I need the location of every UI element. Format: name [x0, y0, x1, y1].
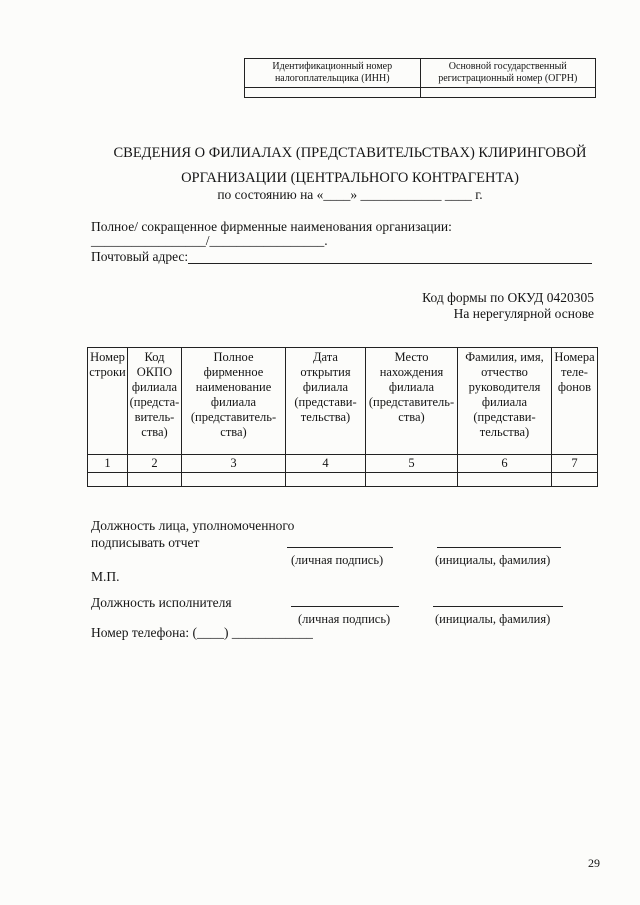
org-name-label: Полное/ сокращенное фирменные наименования организации:: [91, 219, 452, 234]
official-position-label: Должность лица, уполномоченного: [91, 518, 295, 533]
form-code: Код формы по ОКУД 0420305: [422, 290, 594, 305]
official-signature-line: [287, 547, 393, 548]
executor-initials-caption: (инициалы, фамилия): [435, 612, 551, 626]
official-initials-line: [437, 547, 561, 548]
personal-signature-caption: (личная подпись): [291, 553, 384, 567]
form-periodicity: На нерегулярной основе: [453, 306, 594, 321]
document-title: [100, 143, 600, 188]
header-phones: Номера теле-фонов: [552, 348, 598, 455]
phone-label: Номер телефона: (____) ____________: [91, 625, 313, 640]
column-number: 3: [182, 455, 286, 473]
column-number: 6: [458, 455, 552, 473]
page-number: 29: [588, 856, 600, 870]
executor-signature-line: [291, 606, 399, 607]
inn-label: Идентификационный номер налогоплательщика (ИНН): [245, 59, 421, 88]
branches-table: [87, 347, 598, 487]
title-line-2: ОРГАНИЗАЦИИ (ЦЕНТРАЛЬНОГО КОНТРАГЕНТА): [181, 170, 519, 186]
stamp-place: М.П.: [91, 569, 120, 584]
table-row: [88, 473, 598, 487]
official-position-label-2: подписывать отчет: [91, 535, 200, 550]
column-number: 7: [552, 455, 598, 473]
initials-surname-caption: (инициалы, фамилия): [435, 553, 551, 567]
header-okpo: Код ОКПО филиала (предста-витель-ства): [128, 348, 182, 455]
title-line-1: СВЕДЕНИЯ О ФИЛИАЛАХ (ПРЕДСТАВИТЕЛЬСТВАХ) КЛИРИНГОВОЙ: [113, 145, 587, 161]
header-location: Место нахождения филиала (представитель-ства): [366, 348, 458, 455]
postal-address-line: [188, 263, 592, 264]
executor-signature-caption: (личная подпись): [298, 612, 391, 626]
ogrn-value-cell: [420, 88, 596, 98]
inn-ogrn-table: [244, 58, 596, 98]
header-head-name: Фамилия, имя, отчество руководителя филиала (представи-тельства): [458, 348, 552, 455]
header-open-date: Дата открытия филиала (представи-тельства): [286, 348, 366, 455]
column-number: 4: [286, 455, 366, 473]
header-row-number: Номер строки: [88, 348, 128, 455]
ogrn-label: Основной государственный регистрационный номер (ОГРН): [420, 59, 596, 88]
column-number: 5: [366, 455, 458, 473]
postal-address-label: Почтовый адрес:: [91, 249, 189, 264]
column-number: 2: [128, 455, 182, 473]
executor-initials-line: [433, 606, 563, 607]
inn-value-cell: [245, 88, 421, 98]
executor-position-label: Должность исполнителя: [91, 595, 232, 610]
column-number: 1: [88, 455, 128, 473]
header-full-name: Полное фирменное наименование филиала (представитель-ства): [182, 348, 286, 455]
as-of-date: по состоянию на «____» ____________ ____ г.: [217, 187, 483, 202]
org-name-blank: _________________/_________________.: [91, 233, 328, 248]
